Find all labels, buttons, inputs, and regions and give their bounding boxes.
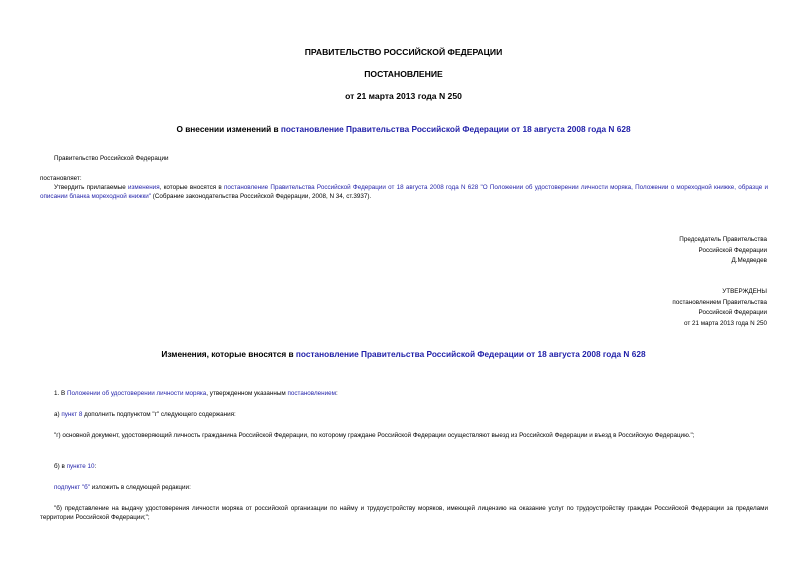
decree-link[interactable]: постановлением (287, 390, 337, 397)
item-b (54, 462, 96, 471)
intro-paragraph-text-a: Утвердить прилагаемые (54, 184, 128, 191)
item-1 (54, 389, 338, 398)
changes-title-prefix: Изменения, которые вносятся в (161, 349, 296, 359)
intro-paragraph-text-c: (Собрание законодательства Российской Федерации, 2008, N 34, ст.3937). (151, 193, 372, 200)
header-org: ПРАВИТЕЛЬСТВО РОССИЙСКОЙ ФЕДЕРАЦИИ (304, 47, 503, 57)
point-10-link[interactable]: пункте 10 (66, 463, 95, 470)
intro-line1: Правительство Российской Федерации (54, 155, 169, 162)
item-1-text-b: , утвержденном указанным (206, 390, 288, 397)
changes-link[interactable]: изменения (127, 184, 160, 191)
decree-628-link[interactable]: постановление Правительства Российской Федерации от 18 августа 2008 года N 628 "О Положении об удостоверении личности моряка, Положении о мореходной книжке, образце и описании бланка мореходной книжки" (40, 184, 768, 200)
subitem-g-text: "г) основной документ, удостоверяющий личность гражданина Российской Федерации, по которому граждане Российской Федерации осуществляют выезд из Российской Федерации и въезд в Российскую Федерацию."; (54, 432, 695, 439)
document-title (0, 124, 807, 134)
intro-paragraph (40, 183, 768, 201)
subitem-b-quote-text: "б) представление на выдачу удостоверения личности моряка от российской организации по найму и трудоустройству моряков, имеющей лицензию на оказание услуг по трудоустройству граждан Российской Федерации за пределами территории Российской Федерации;"; (40, 505, 768, 521)
subitem-b-text: изложить в следующей редакции: (90, 484, 191, 491)
item-b-text-b: : (94, 463, 97, 470)
intro-paragraph-text-b: , которые вносятся в (159, 184, 224, 191)
point-8-link[interactable]: пункт 8 (61, 411, 83, 418)
document-title-prefix: О внесении изменений в (176, 124, 281, 134)
header-date: от 21 марта 2013 года N 250 (345, 91, 462, 101)
approved-line4: от 21 марта 2013 года N 250 (683, 319, 767, 327)
signature-line2: Российской Федерации (698, 246, 767, 254)
signature-block (679, 235, 767, 267)
approved-line1: УТВЕРЖДЕНЫ (722, 288, 767, 295)
changes-title-decree-link[interactable]: постановление Правительства Российской Федерации от 18 августа 2008 года N 628 (295, 349, 646, 359)
item-a-text-b: дополнить подпунктом "г" следующего содержания: (82, 411, 236, 418)
signature-line1: Председатель Правительства (679, 236, 767, 243)
item-a (54, 410, 236, 419)
item-1-text-c: : (336, 390, 338, 397)
item-a-text-a: а) (54, 411, 62, 418)
subitem-b (54, 483, 191, 492)
subpoint-b-link[interactable]: подпункт "б" (54, 484, 91, 491)
title-decree-link[interactable]: постановление Правительства Российской Федерации от 18 августа 2008 года N 628 (280, 124, 631, 134)
intro-line2: постановляет: (40, 175, 82, 182)
approved-line2: постановлением Правительства (672, 298, 767, 306)
item-b-text-a: б) в (54, 463, 67, 470)
approved-line3: Российской Федерации (698, 309, 767, 316)
item-1-text-a: 1. В (54, 390, 67, 397)
signature-line3: Д.Медведев (731, 257, 767, 264)
header-doctype: ПОСТАНОВЛЕНИЕ (364, 69, 443, 79)
seaman-id-regulation-link[interactable]: Положении об удостоверении личности моряка (66, 390, 207, 397)
approved-block (672, 287, 767, 329)
changes-title (0, 349, 807, 359)
